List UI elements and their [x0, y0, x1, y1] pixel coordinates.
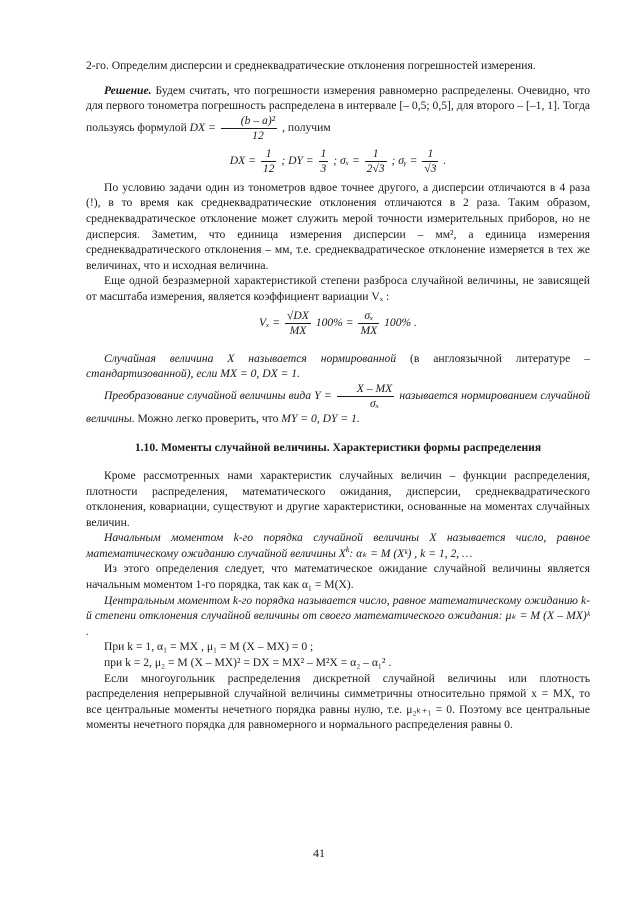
fraction-denominator: 2√3: [366, 161, 385, 175]
section-heading: 1.10. Моменты случайной величины. Характеристики формы распределения: [134, 441, 542, 455]
paragraph-intro: 2-го. Определим дисперсии и среднеквадратические отклонения погрешностей измерения.: [86, 59, 536, 72]
eq-vx: Vₓ =: [259, 315, 281, 329]
fraction-denominator: MX: [289, 323, 307, 337]
eq-y: Y =: [314, 388, 332, 402]
eq-end: .: [443, 153, 447, 167]
fraction-numerator: σₓ: [358, 309, 379, 324]
def-normalized-rest: (в англоязычной литературе –: [396, 351, 590, 365]
superscript-k: k: [345, 545, 350, 555]
fraction-numerator: (b – a)²: [221, 114, 277, 129]
def-standardized: стандартизованной), если MX = 0, DX = 1.: [86, 367, 300, 381]
eq-dx: DX =: [229, 153, 256, 167]
normalization-result: MY = 0, DY = 1.: [281, 411, 360, 425]
frac-sqrt-dx: [285, 309, 311, 338]
fraction-denominator: √3: [424, 161, 437, 175]
frac-sx: [365, 147, 387, 176]
paragraph-normalized-def: [86, 351, 590, 382]
def-normalization-term: называется нормированием случайной величины: [86, 388, 590, 425]
equation-variation-coefficient: [86, 309, 590, 338]
frac-normalization: [337, 382, 394, 411]
paragraph-expectation-moment: Из этого определения следует, что математическое ожидание случайной величины является начальным моментом 1-го порядка, так как α₁ = M(X).: [86, 562, 590, 592]
fraction-numerator: 1: [422, 147, 438, 162]
eq-sy: ; σᵧ =: [391, 153, 418, 167]
def-normalized: Случайная величина X называется нормированной: [104, 351, 397, 365]
formula-initial-moment: : αₖ = M (Xᵏ) , k = 1, 2, …: [349, 546, 473, 560]
paragraph-initial-moment: [86, 530, 590, 561]
paragraph-central-moment: [86, 593, 590, 640]
paragraph-k1: При k = 1, α₁ = MX , μ₁ = M (X – MX) = 0 ;: [104, 640, 314, 654]
frac-sy: [422, 147, 438, 176]
solution-tail: , получим: [282, 120, 331, 134]
normalization-rest: . Можно легко проверить, что: [131, 411, 282, 425]
paragraph-k2: при k = 2, μ₂ = M (X – MX)² = DX = MX² – M²X = α₂ – α₁² .: [104, 656, 392, 670]
paragraph-precision: По условию задачи один из тонометров вдвое точнее другого, а дисперсии отличаются в 4 раза (!), в то время как среднеквадратические отклонения отличаются в 2 раза. Таким образом, среднеквадратическое отклонение может служить мерой точности измерительных приборов, но не дисперсия. Заметим, что единица измерения дисперсии – мм², а единица измерения среднеквадратического отклонения – мм, т.е. среднеквадратическое отклонение измеряется в тех же величинах, что и исходная величина.: [86, 180, 590, 272]
fraction-numerator: √DX: [287, 308, 309, 322]
fraction-denominator: 12: [262, 161, 275, 175]
paragraph-symmetry: Если многоугольник распределения дискретной случайной величины или плотность распределения непрерывной случайной величины симметричны относительно прямой x = MX, то все центральные моменты нечетного порядка равны нулю, т.е. μ₂ₖ₊₁ = 0. Поэтому все центральные моменты нечетного порядка для равномерного и нормального распределения равны 0.: [86, 671, 590, 732]
paragraph-solution: [86, 83, 590, 143]
eq-sx: ; σₓ =: [333, 153, 360, 167]
fraction-numerator: 1: [365, 147, 387, 162]
eq-end: 100% .: [384, 315, 417, 329]
def-central-moment: Центральным моментом k-го порядка называется число, равное математическому ожиданию k-й степени отклонения случайной величины от своего математического ожидания:: [86, 593, 590, 623]
fraction-numerator: 1: [261, 147, 277, 162]
fraction-denominator: MX: [360, 323, 378, 337]
paragraph-moments-intro: Кроме рассмотренных нами характеристик случайных величин – функции распределения, плотности распределения, математического ожидания, дисперсии, среднеквадратического отклонения, ковариации, существуют и другие характеристики, основанные на моментах случайных величин.: [86, 468, 590, 529]
paragraph-normalization: [86, 382, 590, 427]
frac-sigma: [358, 309, 379, 338]
fraction-denominator: σₓ: [370, 396, 380, 410]
eq-mid: 100% =: [315, 315, 354, 329]
eq-dy: ; DY =: [281, 153, 314, 167]
frac-dy: [319, 147, 329, 176]
solution-label: Решение.: [104, 83, 152, 97]
formula-dx-fraction: [221, 114, 277, 143]
def-initial-moment: Начальным моментом k-го порядка случайной величины X называется число, равное математическому ожиданию случайной величины X: [86, 531, 590, 560]
page-body: [86, 58, 590, 733]
equation-variances: [86, 147, 590, 176]
fraction-denominator: 12: [252, 128, 264, 142]
paragraph-variation: Еще одной безразмерной характеристикой степени разброса случайной величины, не зависящей от масштаба измерения, является коэффициент вариации Vₓ :: [86, 274, 590, 303]
formula-central-moment: μₖ = M (X – MX)ᵏ .: [86, 609, 590, 638]
def-normalization: Преобразование случайной величины вида: [104, 388, 312, 402]
solution-text: Будем считать, что погрешности измерения равномерно распределены. Очевидно, что для первого тонометра погрешность распределена в интервале [– 0,5; 0,5], для второго – [–1, 1]. Тогда пользуясь формулой: [86, 83, 590, 134]
formula-dx-lhs: DX =: [189, 120, 216, 134]
page-number: 41: [313, 846, 325, 860]
fraction-denominator: 3: [320, 161, 327, 175]
frac-dx: [261, 147, 277, 176]
fraction-numerator: 1: [320, 146, 327, 160]
fraction-numerator: X – MX: [337, 382, 394, 397]
